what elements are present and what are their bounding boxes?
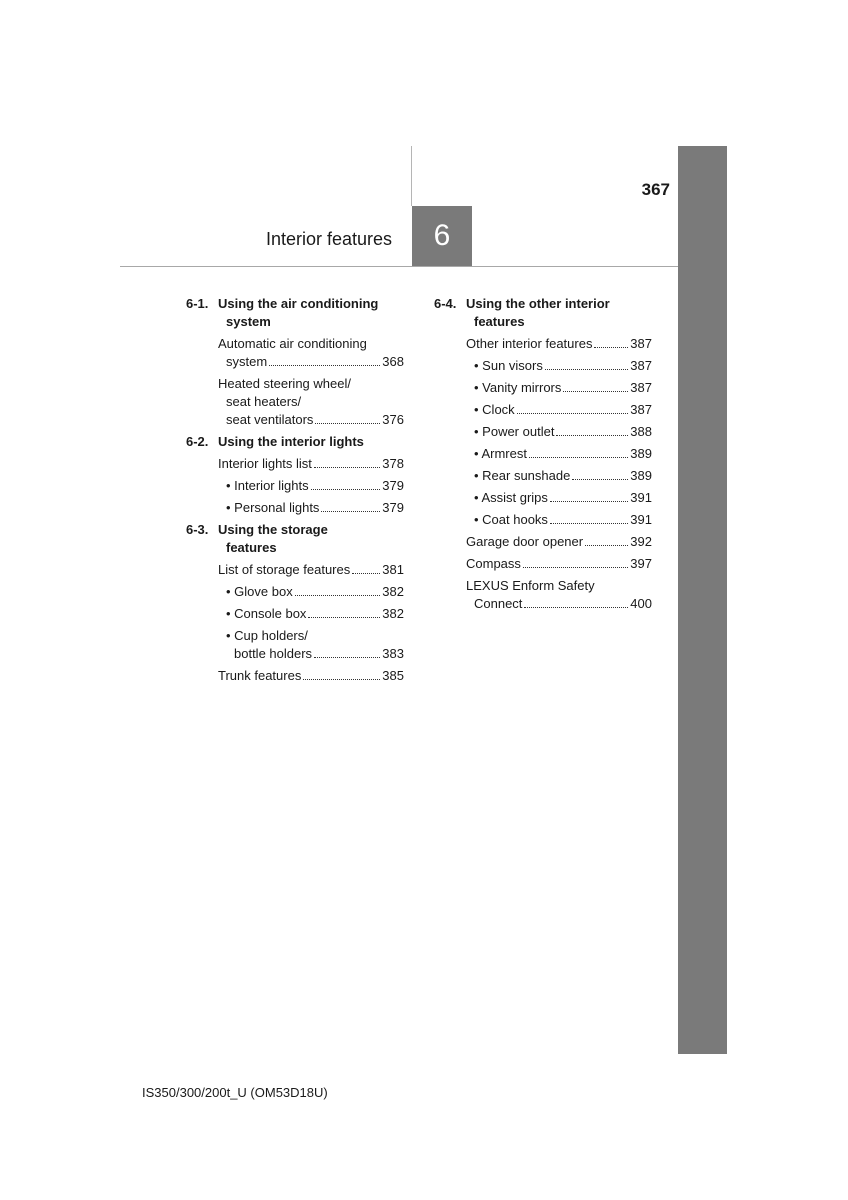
toc-section-6-1: [186, 295, 404, 429]
toc-entry-interior-lights-list[interactable]: [186, 455, 404, 473]
toc-entry-garage-door-opener[interactable]: [434, 533, 652, 551]
toc-entry-line: • Cup holders/: [226, 628, 308, 643]
dot-leader: [563, 391, 628, 392]
toc-entry-label: • Rear sunshade: [474, 468, 571, 483]
toc-entry-line: bottle holders: [234, 646, 313, 661]
toc-entry-list-of-storage-features[interactable]: [186, 561, 404, 579]
page-number: 367: [641, 180, 670, 199]
section-heading: [434, 295, 652, 331]
toc-page-ref: 379: [382, 478, 404, 493]
toc-entry-power-outlet[interactable]: [434, 423, 652, 441]
toc-entry-line: Heated steering wheel/: [218, 376, 351, 391]
toc-entry-label: • Interior lights: [226, 478, 309, 493]
dot-leader: [311, 489, 381, 490]
section-heading-text: [218, 521, 404, 557]
toc-entry-console-box[interactable]: [186, 605, 404, 623]
dot-leader: [314, 657, 380, 658]
toc-entry-line: Automatic air conditioning: [218, 336, 367, 351]
section-heading-line: Using the storage: [218, 522, 328, 537]
dot-leader: [594, 347, 628, 348]
toc-entry-label: • Power outlet: [474, 424, 555, 439]
section-heading-text: Using the interior lights: [218, 434, 364, 449]
toc-page-ref: 387: [630, 336, 652, 351]
toc-entry-trunk-features[interactable]: [186, 667, 404, 685]
toc-page-ref: 387: [630, 358, 652, 373]
toc-right-column: [434, 295, 652, 617]
toc-entry-label: • Clock: [474, 402, 515, 417]
section-heading: [186, 433, 404, 451]
header-vertical-rule: [411, 146, 412, 206]
model-code-footer: IS350/300/200t_U (OM53D18U): [142, 1085, 328, 1100]
toc-page-ref: 387: [630, 402, 652, 417]
toc-entry-label: • Assist grips: [474, 490, 548, 505]
dot-leader: [572, 479, 628, 480]
section-heading-line: Using the air conditioning: [218, 296, 379, 311]
dot-leader: [315, 423, 380, 424]
section-number: 6-2.: [186, 434, 209, 449]
section-number: 6-1.: [186, 296, 209, 311]
toc-page-ref: 381: [382, 562, 404, 577]
toc-entry-label: • Sun visors: [474, 358, 543, 373]
dot-leader: [308, 617, 380, 618]
section-number: 6-4.: [434, 296, 457, 311]
dot-leader: [550, 523, 628, 524]
dot-leader: [524, 607, 628, 608]
dot-leader: [529, 457, 628, 458]
toc-left-column: [186, 295, 404, 689]
toc-page-ref: 383: [382, 646, 404, 661]
toc-entry-vanity-mirrors[interactable]: [434, 379, 652, 397]
toc-entry-line: seat heaters/: [226, 394, 302, 409]
toc-entry-label: • Armrest: [474, 446, 527, 461]
toc-entry-lexus-enform-safety-connect[interactable]: [434, 577, 652, 613]
toc-page-ref: 391: [630, 512, 652, 527]
dot-leader: [269, 365, 380, 366]
dot-leader: [303, 679, 380, 680]
toc-entry-label: • Coat hooks: [474, 512, 548, 527]
toc-entry-line: LEXUS Enform Safety: [466, 578, 595, 593]
toc-entry-line: system: [226, 354, 268, 369]
toc-page-ref: 388: [630, 424, 652, 439]
dot-leader: [321, 511, 380, 512]
section-heading-text: [466, 295, 652, 331]
toc-entry-sun-visors[interactable]: [434, 357, 652, 375]
section-number: 6-3.: [186, 522, 209, 537]
toc-page-ref: 387: [630, 380, 652, 395]
dot-leader: [523, 567, 628, 568]
toc-entry-label: List of storage features: [218, 562, 351, 577]
dot-leader: [585, 545, 628, 546]
toc-page-ref: 392: [630, 534, 652, 549]
dot-leader: [517, 413, 629, 414]
toc-entry-line: Connect: [474, 596, 523, 611]
toc-entry-label: • Personal lights: [226, 500, 320, 515]
toc-page-ref: 397: [630, 556, 652, 571]
section-heading: [186, 521, 404, 557]
toc-entry-label: Trunk features: [218, 668, 302, 683]
toc-entry-rear-sunshade[interactable]: [434, 467, 652, 485]
toc-entry-clock[interactable]: [434, 401, 652, 419]
section-heading-line: features: [474, 314, 525, 329]
toc-entry-compass[interactable]: [434, 555, 652, 573]
dot-leader: [550, 501, 628, 502]
toc-page-ref: 391: [630, 490, 652, 505]
toc-entry-label: Compass: [466, 556, 521, 571]
toc-entry-heated-steering-wheel[interactable]: [186, 375, 404, 429]
section-title: Interior features: [265, 229, 392, 249]
toc-entry-line: seat ventilators: [226, 412, 314, 427]
chapter-number-badge: 6: [412, 206, 472, 266]
toc-page-ref: 376: [382, 412, 404, 427]
toc-entry-label: Interior lights list: [218, 456, 312, 471]
dot-leader: [352, 573, 380, 574]
toc-section-6-4: [434, 295, 652, 613]
toc-entry-cup-holders[interactable]: [186, 627, 404, 663]
toc-page-ref: 389: [630, 446, 652, 461]
toc-entry-label: Other interior features: [466, 336, 593, 351]
dot-leader: [314, 467, 380, 468]
toc-entry-automatic-air-conditioning[interactable]: [186, 335, 404, 371]
toc-page-ref: 368: [382, 354, 404, 369]
section-heading-line: features: [226, 540, 277, 555]
dot-leader: [295, 595, 381, 596]
dot-leader: [545, 369, 628, 370]
toc-page-ref: 378: [382, 456, 404, 471]
toc-entry-assist-grips[interactable]: [434, 489, 652, 507]
toc-entry-label: • Console box: [226, 606, 307, 621]
toc-section-6-2: [186, 433, 404, 517]
dot-leader: [556, 435, 628, 436]
toc-entry-label: • Vanity mirrors: [474, 380, 562, 395]
section-heading-text: [218, 295, 404, 331]
header-horizontal-rule: [120, 266, 678, 267]
toc-page-ref: 389: [630, 468, 652, 483]
toc-entry-label: • Glove box: [226, 584, 293, 599]
toc-entry-glove-box[interactable]: [186, 583, 404, 601]
section-heading: [186, 295, 404, 331]
toc-entry-personal-lights[interactable]: [186, 499, 404, 517]
toc-page-ref: 385: [382, 668, 404, 683]
toc-page-ref: 382: [382, 606, 404, 621]
section-heading-line: Using the other interior: [466, 296, 610, 311]
toc-page-ref: 382: [382, 584, 404, 599]
section-heading-line: system: [226, 314, 271, 329]
toc-page-ref: 400: [630, 596, 652, 611]
toc-entry-label: Garage door opener: [466, 534, 584, 549]
toc-page-ref: 379: [382, 500, 404, 515]
chapter-edge-tab: [678, 146, 727, 1054]
toc-section-6-3: [186, 521, 404, 685]
toc-entry-interior-lights[interactable]: [186, 477, 404, 495]
toc-entry-armrest[interactable]: [434, 445, 652, 463]
toc-entry-coat-hooks[interactable]: [434, 511, 652, 529]
toc-entry-other-interior-features[interactable]: [434, 335, 652, 353]
